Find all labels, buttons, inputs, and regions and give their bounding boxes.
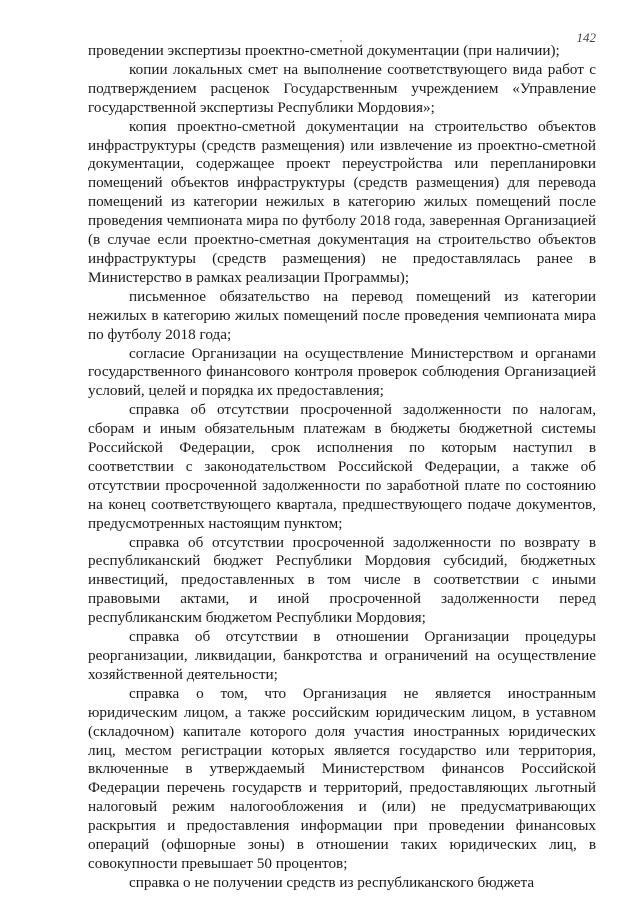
paragraph-design-documentation: копия проектно-сметной документации на строительство объектов инфраструктуры (средств размещения) или извлечение из проектно-сметной документации, содержащее проект переустройства или перепланировки помещений объектов инфраструктуры (средств размещения) для перевода помещений из категории нежилых в категорию жилых помещений после проведения чемпионата мира по футболу 2018 года, заверенная Организацией (в случае если проектно-сметная документация на строительство объектов инфраструктуры (средств размещения) не предоставлялась ранее в Министерство в рамках реализации Программы); [88, 117, 596, 286]
paragraph-local-estimates: копии локальных смет на выполнение соответствующего вида работ с подтверждением расценок Государственным учреждением «Управление государственной экспертизы Республики Мордовия»; [88, 60, 596, 116]
document-body [88, 42, 596, 893]
paragraph-written-obligation: письменное обязательство на перевод помещений из категории нежилых в категорию жилых помещений после проведения чемпионата мира по футболу 2018 года; [88, 287, 596, 343]
paragraph-consent: согласие Организации на осуществление Министерством и органами государственного финансового контроля проверок соблюдения Организацией условий, целей и порядка их предоставления; [88, 344, 596, 400]
paragraph-continuation: проведении экспертизы проектно-сметной документации (при наличии); [88, 42, 560, 59]
paragraph-budget-debt-certificate: справка об отсутствии просроченной задолженности по возврату в республиканский бюджет Республики Мордовия субсидий, бюджетных инвестиций, предоставленных в том числе в соответствии с иными правовыми актами, и иной просроченной задолженности перед республиканским бюджетом Республики Мордовия; [88, 533, 596, 627]
paragraph-tax-debt-certificate: справка об отсутствии просроченной задолженности по налогам, сборам и иным обязательным платежам в бюджеты бюджетной системы Российской Федерации, срок исполнения по которым наступил в соответствии с законодательством Российской Федерации, а также об отсутствии просроченной задолженности по заработной плате по состоянию на конец соответствующего квартала, предшествующего подаче документов, предусмотренных настоящим пунктом; [88, 401, 596, 532]
page-number: 142 [576, 30, 596, 45]
paragraph-no-funds-certificate: справка о не получении средств из республиканского бюджета [129, 873, 535, 891]
paragraph-reorganization-certificate: справка об отсутствии в отношении Организации процедуры реорганизации, ликвидации, банкротства и ограничений на осуществление хозяйственной деятельности; [88, 628, 596, 683]
paragraph-foreign-entity-certificate: справка о том, что Организация не является иностранным юридическим лицом, а также российским юридическим лицом, в уставном (складочном) капитале которого доля участия иностранных юридических лиц, местом регистрации которых является государство или территория, включенные в утверждаемый Министерством финансов Российской Федерации перечень государств и территорий, предоставляющих льготный налоговый режим налогообложения и (или) не предусматривающих раскрытия и предоставления информации при проведении финансовых операций (офшорные зоны) в отношении таких юридических лиц, в совокупности превышает 50 процентов; [88, 684, 596, 872]
